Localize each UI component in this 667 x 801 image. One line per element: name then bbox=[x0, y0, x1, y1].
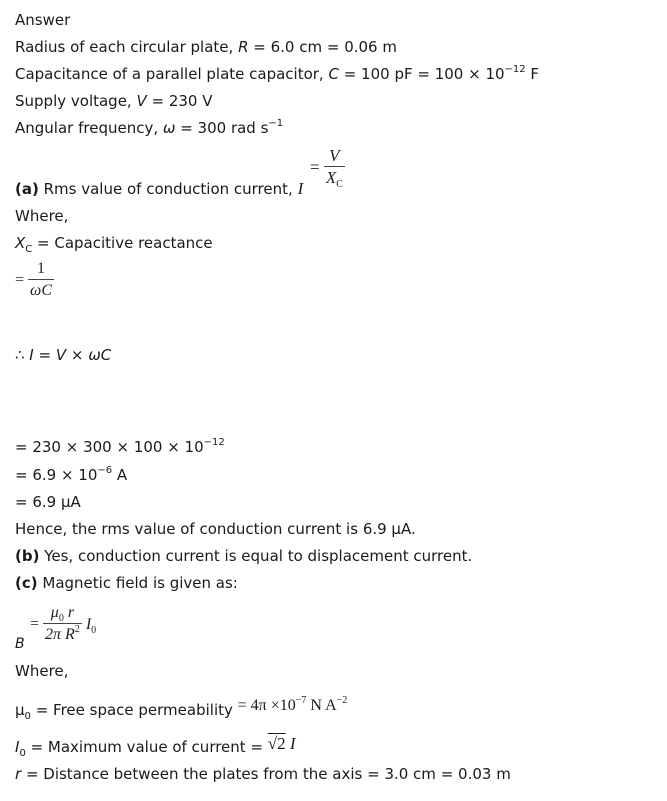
i0-symbol: I bbox=[85, 615, 92, 633]
i0-text: = Maximum value of current = bbox=[25, 738, 268, 756]
reactance-formula bbox=[15, 259, 54, 302]
capacitance-line bbox=[15, 65, 539, 83]
calc-2-unit: A bbox=[112, 466, 128, 484]
part-b-line bbox=[15, 547, 472, 565]
radius-symbol: R bbox=[238, 38, 249, 56]
b-symbol-line bbox=[15, 635, 25, 653]
conclusion-a: Hence, the rms value of conduction current is 6.9 μA. bbox=[15, 520, 416, 538]
part-a-text: Rms value of conduction current, bbox=[38, 180, 298, 198]
mu-subscript: 0 bbox=[58, 613, 64, 624]
mu0-unit-exponent: −2 bbox=[336, 695, 348, 706]
reactance-symbol: X bbox=[325, 168, 337, 187]
frequency-symbol: ω bbox=[162, 119, 176, 137]
voltage-symbol: V bbox=[136, 92, 147, 110]
r-text: = Distance between the plates from the axis = 3.0 cm = 0.03 m bbox=[21, 765, 511, 783]
part-c-text: Magnetic field is given as: bbox=[37, 574, 238, 592]
therefore-equation: ∴ I = V × ωC bbox=[15, 346, 112, 364]
frequency-exponent: −1 bbox=[268, 118, 284, 129]
capacitance-value: = 100 pF = 100 × 10 bbox=[338, 65, 505, 83]
capacitance-exponent: −12 bbox=[504, 64, 526, 75]
part-b-text: Yes, conduction current is equal to displacement current. bbox=[39, 547, 473, 565]
max-current-line bbox=[15, 734, 296, 759]
fraction-numerator: V bbox=[329, 146, 340, 165]
radius-value: = 6.0 cm = 0.06 m bbox=[248, 38, 397, 56]
i0-line-symbol: I bbox=[15, 738, 20, 756]
mu0-unit: N A bbox=[306, 697, 337, 714]
where-c: Where, bbox=[15, 662, 69, 680]
calc-line-3: = 6.9 μA bbox=[15, 493, 81, 511]
sqrt-two: √2 bbox=[267, 734, 286, 753]
calc-2-exponent: −6 bbox=[97, 465, 113, 476]
r-line-symbol: r bbox=[15, 765, 22, 783]
therefore-line bbox=[15, 346, 111, 364]
mu0-symbol: μ bbox=[15, 701, 25, 719]
xc-symbol: X bbox=[15, 234, 26, 252]
mu0-value-text: = 4π ×10 bbox=[237, 697, 296, 714]
capacitance-label: Capacitance of a parallel plate capacitor, bbox=[15, 65, 329, 83]
radius-line bbox=[15, 38, 397, 56]
fraction-numerator bbox=[43, 603, 82, 623]
equals-sign: = bbox=[30, 615, 40, 633]
mu0-text: = Free space permeability bbox=[30, 701, 238, 719]
current-symbol: I bbox=[297, 179, 304, 198]
frequency-label: Angular frequency, bbox=[15, 119, 163, 137]
voltage-value: = 230 V bbox=[146, 92, 213, 110]
radius-label: Radius of each circular plate, bbox=[15, 38, 239, 56]
reactance-subscript: C bbox=[336, 179, 343, 190]
mu0-subscript: 0 bbox=[24, 711, 31, 722]
current-formula bbox=[310, 146, 345, 189]
where-a: Where, bbox=[15, 207, 69, 225]
voltage-label: Supply voltage, bbox=[15, 92, 137, 110]
i0-line-subscript: 0 bbox=[19, 748, 26, 759]
part-c-line bbox=[15, 574, 238, 592]
frequency-value: = 300 rad s bbox=[175, 119, 269, 137]
calc-2: = 6.9 × 10 bbox=[15, 466, 98, 484]
part-a-line bbox=[15, 180, 303, 198]
answer-heading: Answer bbox=[15, 11, 71, 29]
denominator-exponent: 2 bbox=[74, 624, 80, 635]
capacitance-symbol: C bbox=[328, 65, 339, 83]
equals-sign: = bbox=[310, 157, 320, 177]
xc-text: = Capacitive reactance bbox=[32, 234, 213, 252]
permeability-line bbox=[15, 695, 348, 722]
i0-value bbox=[268, 734, 296, 753]
part-a-label: (a) bbox=[15, 180, 39, 198]
calc-1-exponent: −12 bbox=[203, 437, 225, 448]
part-c-label: (c) bbox=[15, 574, 38, 592]
magnetic-field-formula bbox=[30, 603, 96, 646]
calc-line-2 bbox=[15, 466, 127, 484]
fraction-denominator: ωC bbox=[28, 279, 54, 302]
equals-sign: = bbox=[15, 271, 25, 289]
i0-subscript: 0 bbox=[91, 624, 97, 636]
fraction-numerator: 1 bbox=[37, 260, 46, 277]
mu0-value bbox=[238, 697, 348, 714]
fraction-denominator bbox=[324, 166, 345, 189]
calc-1: = 230 × 300 × 100 × 10 bbox=[15, 438, 204, 456]
b-symbol: B bbox=[15, 636, 25, 652]
capacitance-unit: F bbox=[525, 65, 540, 83]
reactance-line bbox=[15, 234, 213, 255]
distance-line bbox=[15, 765, 511, 783]
xc-subscript: C bbox=[25, 244, 33, 255]
voltage-line bbox=[15, 92, 213, 110]
part-b-label: (b) bbox=[15, 547, 40, 565]
mu0-exponent: −7 bbox=[295, 695, 307, 706]
calc-line-1 bbox=[15, 438, 225, 456]
denominator-text: 2π R bbox=[45, 626, 75, 643]
i-symbol: I bbox=[285, 734, 296, 753]
mu-symbol: μ bbox=[50, 604, 59, 621]
fraction-denominator bbox=[43, 623, 82, 646]
frequency-line bbox=[15, 119, 283, 137]
r-symbol: r bbox=[63, 604, 75, 621]
current-factor bbox=[85, 615, 97, 636]
